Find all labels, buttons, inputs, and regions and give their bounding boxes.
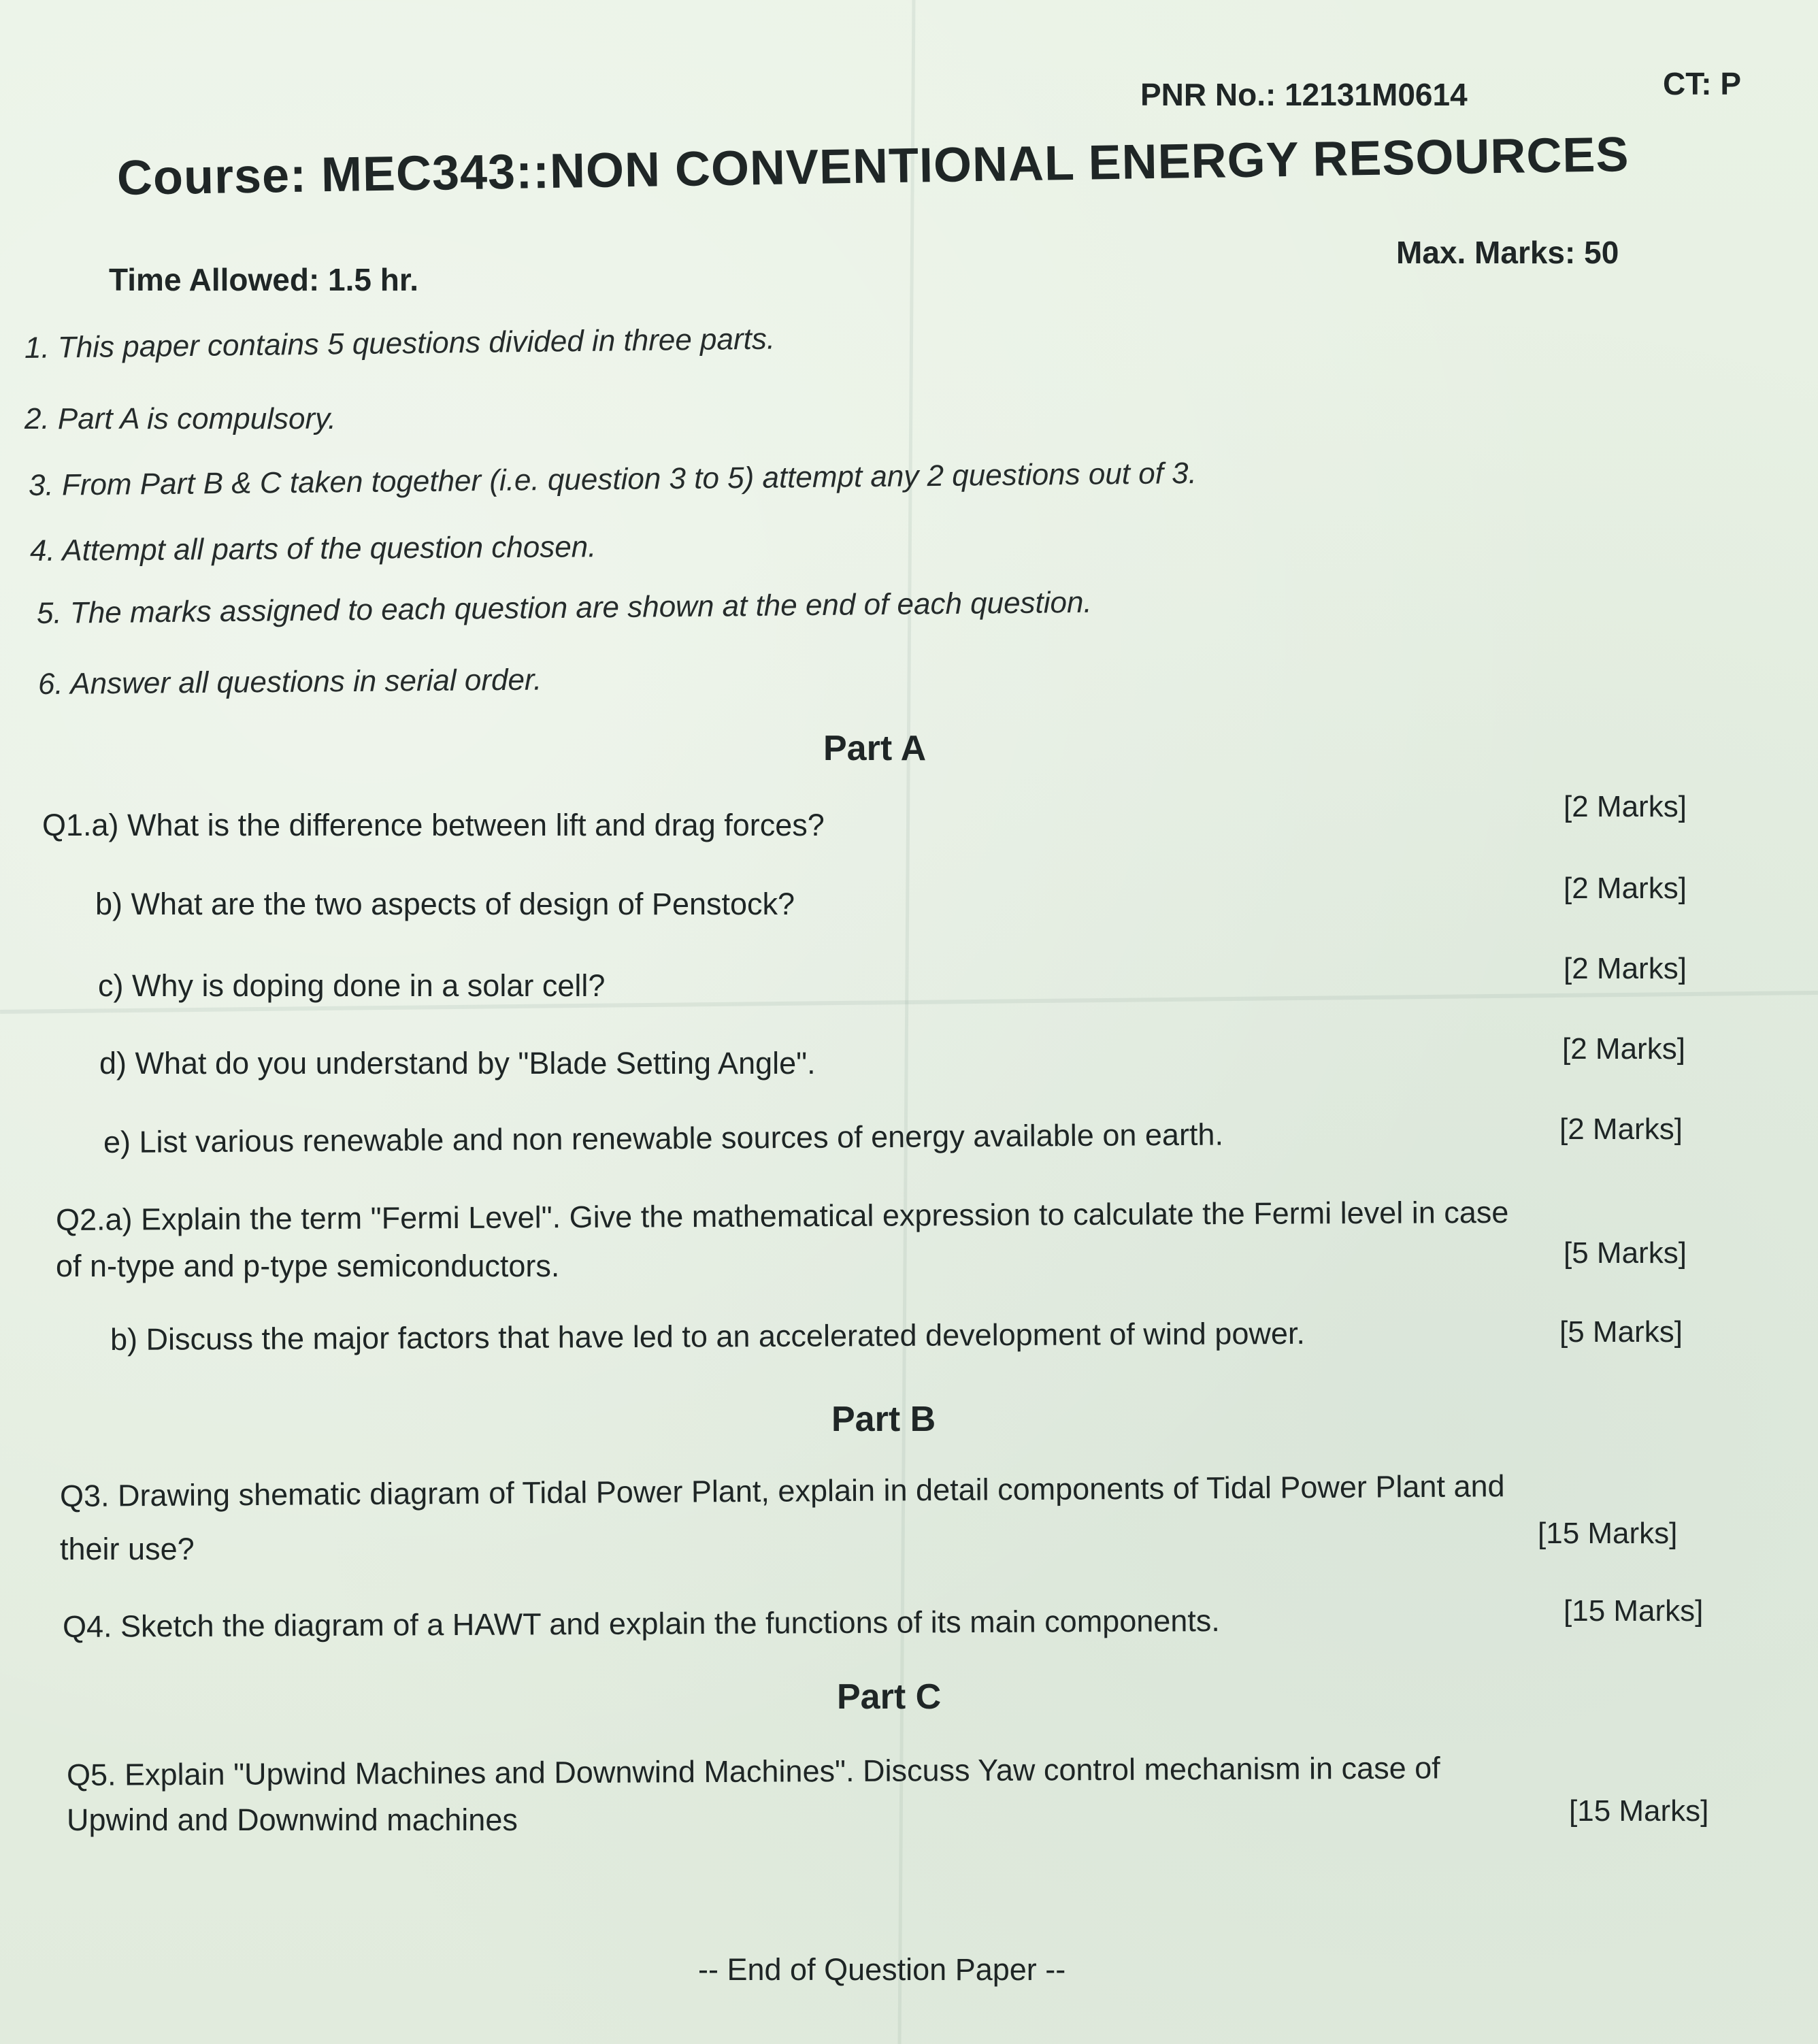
instruction-6: 6. Answer all questions in serial order. [37,663,542,701]
q1c-text: c) Why is doping done in a solar cell? [98,968,606,1003]
q1b-marks: [2 Marks] [1564,872,1687,905]
pnr-number: PNR No.: 12131M0614 [1140,77,1468,112]
q1d-text: d) What do you understand by "Blade Setting Angle". [99,1046,816,1081]
end-of-paper: -- End of Question Paper -- [698,1952,1066,1987]
q5-text-line2: Upwind and Downwind machines [67,1802,518,1837]
instruction-5: 5. The marks assigned to each question are shown at the end of each question. [36,585,1092,630]
q1a-marks: [2 Marks] [1564,790,1687,823]
q3-text-line2: their use? [60,1532,195,1566]
q2a-text-line1: Q2.a) Explain the term "Fermi Level". Give the mathematical expression to calculate the Fermi level in case [55,1194,1509,1237]
part-a-heading: Part A [823,729,927,768]
q1e-marks: [2 Marks] [1559,1112,1683,1146]
q1b-text: b) What are the two aspects of design of Penstock? [95,887,795,921]
part-b-heading: Part B [831,1400,936,1439]
q5-marks: [15 Marks] [1569,1794,1709,1828]
q2b-marks: [5 Marks] [1559,1315,1683,1349]
q3-text-line1: Q3. Drawing shematic diagram of Tidal Power Plant, explain in detail components of Tidal Power Plant and [59,1468,1505,1513]
q1e-text: e) List various renewable and non renewable sources of energy available on earth. [103,1117,1224,1159]
q4-marks: [15 Marks] [1564,1594,1704,1628]
part-c-heading: Part C [837,1677,942,1717]
instruction-1: 1. This paper contains 5 questions divided in three parts. [24,322,776,365]
time-allowed: Time Allowed: 1.5 hr. [109,262,419,297]
q2a-text-line2: of n-type and p-type semiconductors. [56,1249,560,1283]
q1c-marks: [2 Marks] [1564,952,1687,985]
instruction-3: 3. From Part B & C taken together (i.e. question 3 to 5) attempt any 2 questions out of 3. [28,457,1197,502]
instruction-4: 4. Attempt all parts of the question chosen. [29,530,597,567]
q2a-marks: [5 Marks] [1564,1236,1687,1270]
course-title: Course: MEC343::NON CONVENTIONAL ENERGY RESOURCES [116,127,1630,205]
q1a-text: Q1.a) What is the difference between lift and drag forces? [42,808,825,842]
max-marks: Max. Marks: 50 [1396,235,1619,270]
paper-crease [898,0,916,2044]
q2b-text: b) Discuss the major factors that have led to an accelerated development of wind power. [110,1315,1306,1357]
q4-text: Q4. Sketch the diagram of a HAWT and explain the functions of its main components. [62,1603,1221,1644]
q3-marks: [15 Marks] [1538,1517,1678,1550]
ct-code: CT: P [1663,66,1741,101]
instruction-2: 2. Part A is compulsory. [24,402,337,435]
q1d-marks: [2 Marks] [1562,1032,1685,1066]
q5-text-line1: Q5. Explain "Upwind Machines and Downwind Machines". Discuss Yaw control mechanism in case of [66,1750,1440,1792]
